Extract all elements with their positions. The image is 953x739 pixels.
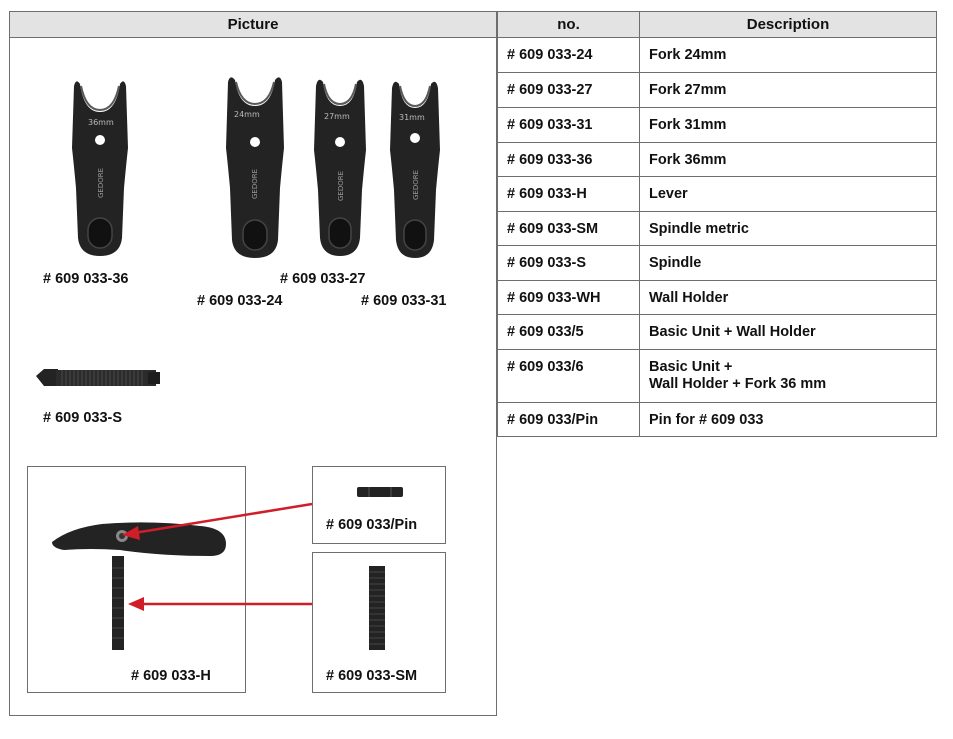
fork-24-marking: 24mm	[234, 110, 260, 119]
svg-text:GEDORE: GEDORE	[97, 167, 105, 198]
fork-31-marking: 31mm	[399, 113, 425, 122]
table-row-no-cell	[497, 314, 640, 350]
part-description: Spindle	[649, 255, 702, 271]
label-fork-31: # 609 033-31	[361, 293, 447, 309]
part-number: # 609 033-H	[507, 186, 587, 202]
label-fork-36: # 609 033-36	[43, 271, 129, 287]
svg-text:GEDORE: GEDORE	[251, 168, 259, 199]
table-row-description-cell	[639, 142, 937, 177]
no-header	[497, 11, 640, 38]
table-row-no-cell	[497, 245, 640, 281]
no-header-label: no.	[557, 16, 580, 33]
picture-header-label: Picture	[227, 16, 279, 33]
table-row-no-cell	[497, 402, 640, 437]
spindle-metric-pointer-arrowhead	[128, 597, 144, 611]
part-number: # 609 033/Pin	[507, 412, 599, 428]
fork-36-marking: 36mm	[88, 118, 114, 127]
part-number: # 609 033-WH	[507, 290, 601, 306]
table-row-description-cell	[639, 211, 937, 246]
part-description: Spindle metric	[649, 221, 749, 237]
part-description: Wall Holder + Fork 36 mm	[649, 376, 827, 392]
part-number: # 609 033/5	[507, 324, 584, 340]
part-number: # 609 033/6	[507, 359, 584, 375]
part-description: Wall Holder	[649, 290, 729, 306]
svg-text:GEDORE: GEDORE	[337, 170, 345, 201]
part-description: Fork 31mm	[649, 117, 727, 133]
table-row-no-cell	[497, 211, 640, 246]
table-row-description-cell	[639, 37, 937, 73]
label-lever: # 609 033-H	[131, 668, 211, 684]
fork-27-marking: 27mm	[324, 112, 350, 121]
part-number: # 609 033-24	[507, 47, 593, 63]
table-row-description-cell	[639, 72, 937, 108]
part-description: Basic Unit + Wall Holder	[649, 324, 816, 340]
label-pin: # 609 033/Pin	[326, 517, 418, 533]
part-description: Pin for # 609 033	[649, 412, 764, 428]
table-row-no-cell	[497, 37, 640, 73]
table-row-description-cell	[639, 280, 937, 315]
table-row-description-cell	[639, 349, 937, 403]
description-header-label: Description	[746, 16, 830, 33]
label-spindle-metric: # 609 033-SM	[326, 668, 418, 684]
part-description: Lever	[649, 186, 688, 202]
table-row-no-cell	[497, 280, 640, 315]
table-row-description-cell	[639, 314, 937, 350]
part-description: Fork 36mm	[649, 152, 727, 168]
part-number: # 609 033-27	[507, 82, 593, 98]
table-row-description-cell	[639, 176, 937, 212]
table-row-description-cell	[639, 245, 937, 281]
part-number: # 609 033-31	[507, 117, 593, 133]
table-row-no-cell	[497, 72, 640, 108]
part-number: # 609 033-36	[507, 152, 593, 168]
table-row-no-cell	[497, 142, 640, 177]
part-description: Fork 27mm	[649, 82, 727, 98]
table-row-no-cell	[497, 349, 640, 403]
part-description: Fork 24mm	[649, 47, 727, 63]
table-row-no-cell	[497, 176, 640, 212]
description-header	[639, 11, 937, 38]
part-description: Basic Unit +	[649, 359, 733, 375]
pin-pointer-arrowhead	[122, 526, 140, 540]
pin-pointer-arrow	[134, 504, 312, 533]
table-row-no-cell	[497, 107, 640, 143]
part-number: # 609 033-SM	[507, 221, 599, 237]
label-spindle: # 609 033-S	[43, 410, 123, 426]
svg-text:GEDORE: GEDORE	[412, 169, 420, 200]
table-row-description-cell	[639, 107, 937, 143]
table-row-description-cell	[639, 402, 937, 437]
part-number: # 609 033-S	[507, 255, 587, 271]
label-fork-27: # 609 033-27	[280, 271, 366, 287]
label-fork-24: # 609 033-24	[197, 293, 283, 309]
